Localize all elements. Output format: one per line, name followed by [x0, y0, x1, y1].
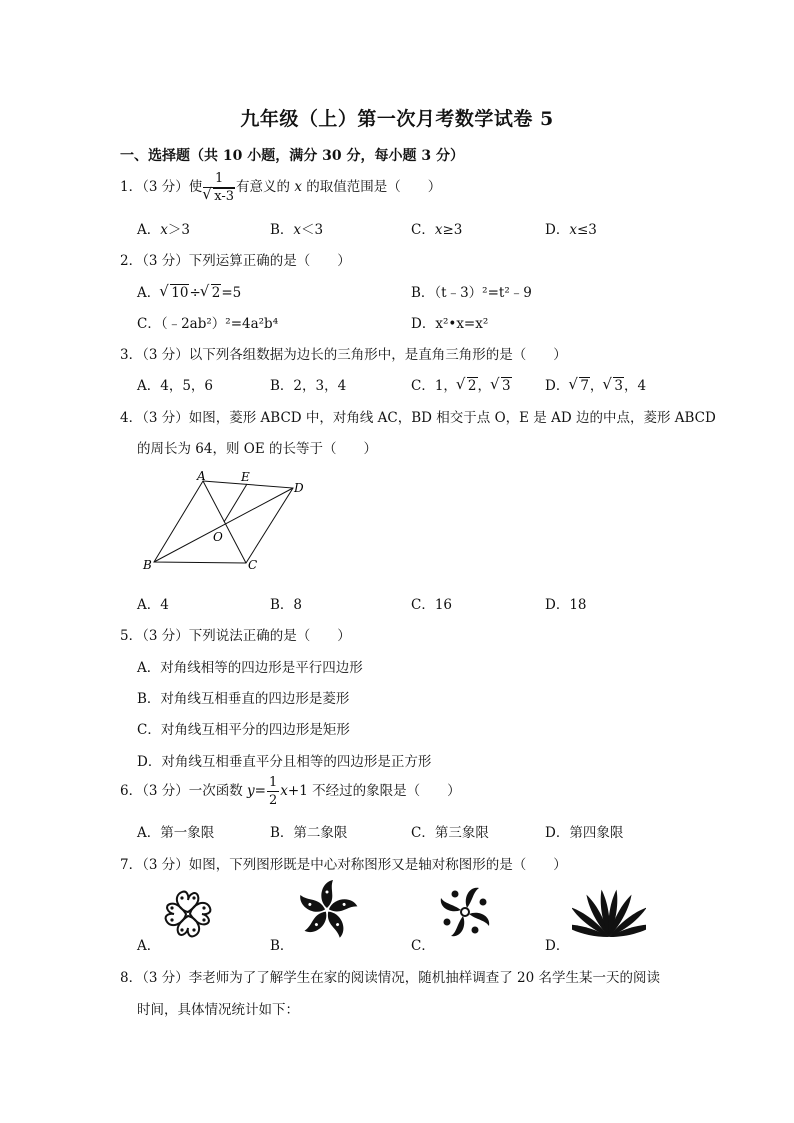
question-8: 8．（3 分）李老师为了了解学生在家的阅读情况，随机抽样调查了 20 名学生某一天的阅读 — [120, 970, 660, 986]
question-6: 6．（3 分）一次函数 y= $\frac{1}{2}$ x+1 不经过的象限是（ ） — [120, 775, 461, 808]
q3-option-a[interactable]: A．4，5，6 — [137, 378, 214, 394]
q5-option-a[interactable]: A．对角线相等的四边形是平行四边形 — [137, 660, 363, 676]
question-number: 1．（3 分） — [120, 179, 189, 195]
q6-option-d[interactable]: D．第四象限 — [545, 825, 624, 841]
q5-option-d[interactable]: D．对角线互相垂直平分且相等的四边形是正方形 — [137, 754, 432, 770]
section-heading: 一、选择题（共 10 小题，满分 30 分，每小题 3 分） — [120, 148, 464, 164]
q3-option-b[interactable]: B．2，3，4 — [270, 378, 347, 394]
q3-option-d[interactable]: D．√ 7，√ 3，4 — [545, 374, 646, 394]
fan-logo-icon — [572, 887, 646, 941]
label-e: E — [241, 470, 250, 484]
page-title: 九年级（上）第一次月考数学试卷 5 — [240, 108, 554, 130]
label-b: B — [143, 558, 152, 572]
q7-option-d[interactable]: D． — [545, 938, 570, 954]
q1-option-d[interactable]: D．x≤3 — [545, 222, 597, 238]
q2-option-b[interactable]: B．（t﹣3）²=t²﹣9 — [411, 285, 532, 301]
question-5: 5．（3 分）下列说法正确的是（ ） — [120, 628, 351, 644]
label-a: A — [197, 469, 206, 483]
q7-option-a[interactable]: A． — [137, 938, 161, 954]
question-2: 2．（3 分）下列运算正确的是（ ） — [120, 253, 351, 269]
q6-option-c[interactable]: C．第三象限 — [411, 825, 489, 841]
question-1: 1．（3 分）使 1 √ x-3 有意义的 x 的取值范围是（ ） — [120, 172, 441, 203]
q2-option-c[interactable]: C．（﹣2ab²）²=4a²b⁴ — [137, 316, 279, 332]
q4-option-b[interactable]: B．8 — [270, 597, 303, 613]
q3-option-c[interactable]: C．1，√ 2，√ 3 — [411, 374, 512, 394]
bauhinia-icon — [295, 878, 359, 942]
flower-outline-icon — [160, 886, 216, 942]
label-o: O — [213, 530, 223, 544]
question-7: 7．（3 分）如图，下列图形既是中心对称图形又是轴对称图形的是（ ） — [120, 857, 567, 873]
q1-option-c[interactable]: C．x≥3 — [411, 222, 463, 238]
q6-option-a[interactable]: A．第一象限 — [137, 825, 215, 841]
q1-option-b[interactable]: B．x＜3 — [270, 222, 324, 238]
rhombus-figure — [135, 468, 310, 576]
question-4-cont: 的周长为 64，则 OE 的长等于（ ） — [137, 441, 377, 457]
q2-option-a[interactable]: A．√ 10÷√ 2=5 — [137, 281, 241, 301]
q6-option-b[interactable]: B．第二象限 — [270, 825, 348, 841]
q5-option-b[interactable]: B．对角线互相垂直的四边形是菱形 — [137, 691, 350, 707]
label-c: C — [248, 558, 258, 572]
sqrt: √ x-3 — [203, 190, 235, 203]
q4-option-c[interactable]: C．16 — [411, 597, 453, 613]
q4-option-d[interactable]: D．18 — [545, 597, 587, 613]
q2-option-d[interactable]: D．x²•x=x² — [411, 316, 489, 332]
q7-option-c[interactable]: C． — [411, 938, 435, 954]
question-3: 3．（3 分）以下列各组数据为边长的三角形中，是直角三角形的是（ ） — [120, 347, 567, 363]
q1-option-a[interactable]: A．x＞3 — [137, 222, 190, 238]
q7-option-b[interactable]: B． — [270, 938, 294, 954]
question-8-cont: 时间，具体情况统计如下： — [137, 1002, 299, 1018]
question-4: 4．（3 分）如图，菱形 ABCD 中，对角线 AC，BD 相交于点 O，E 是 AD 边的中点，菱形 ABCD — [120, 410, 716, 426]
fraction: 1 √ x-3 — [203, 172, 235, 203]
q5-option-c[interactable]: C．对角线互相平分的四边形是矩形 — [137, 722, 350, 738]
swirl-emblem-icon — [435, 882, 495, 942]
q4-option-a[interactable]: A．4 — [137, 597, 169, 613]
label-d: D — [294, 481, 304, 495]
